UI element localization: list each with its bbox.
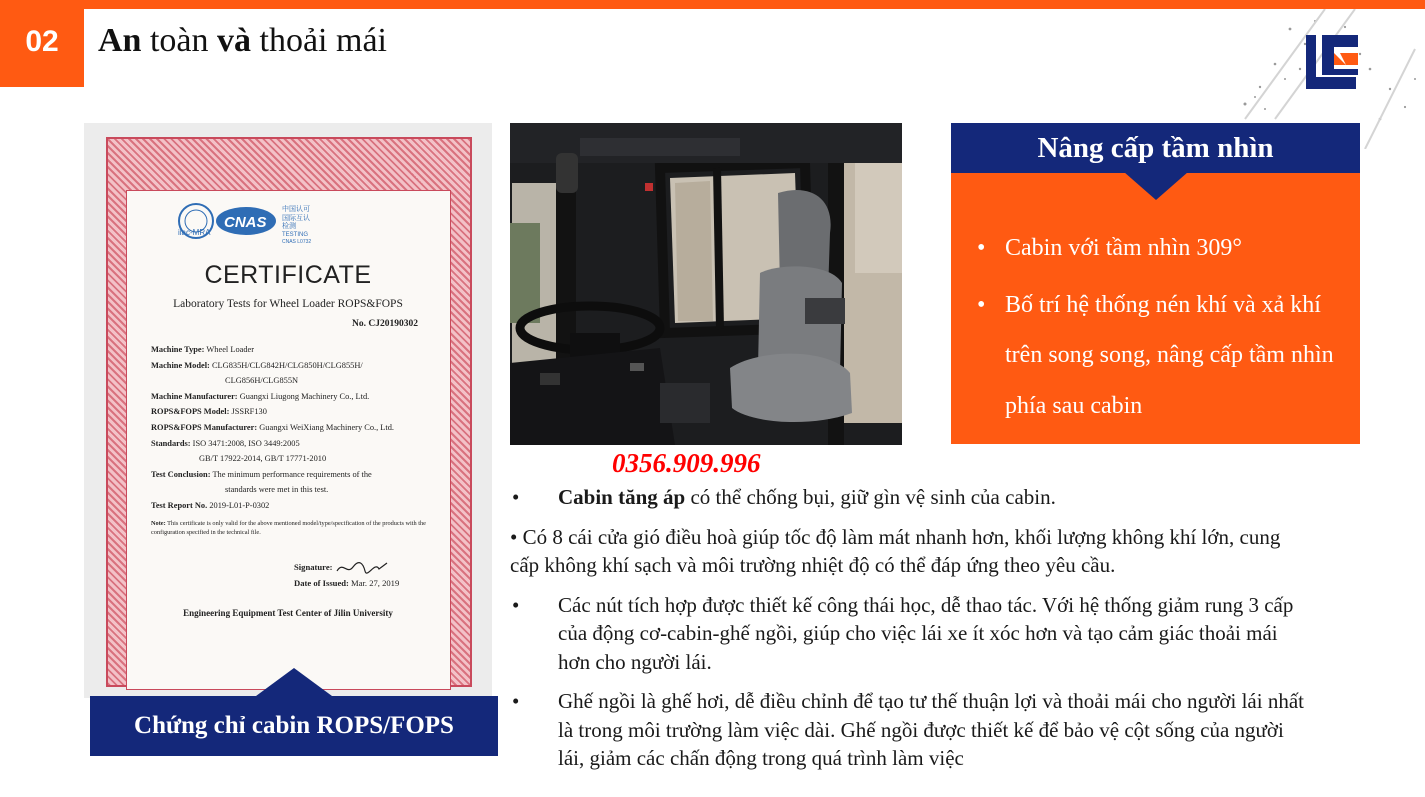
certificate-image	[84, 123, 492, 698]
visibility-panel	[951, 173, 1360, 444]
feature-text: Ghế ngồi là ghế hơi, dễ điều chỉnh để tạo tư thế thuận lợi và thoải mái cho người lái nhất là trong môi trường làm việc dài. Ghế ngồi được thiết kế để bảo vệ cột sống của người lái, giảm các chấn động trong quá trình làm việc	[558, 689, 1304, 770]
certificate-details: Machine Type: Wheel Loader Machine Model: CLG835H/CLG842H/CLG850H/CLG855H/ CLG856H/CLG855N Machine Manufacturer: Guangxi Liugong Machinery Co., Ltd. ROPS&FOPS Model: JSSRF130 ROPS&FOPS Manufacturer: Guangxi WeiXiang Machinery Co., Ltd. Standards: ISO 3471:2008, ISO 3449:2005 GB/T 17922-2014, GB/T 17771-2010 Test Conclusion: The minimum performance requirements of the standards were met in this test. Test Report No. 2019-L01-P-0302	[151, 345, 395, 510]
feature-bullet	[510, 687, 1310, 773]
title-part-3: và	[217, 22, 252, 59]
visibility-heading: Nâng cấp tầm nhìn	[951, 123, 1360, 173]
feature-bold-label: Cabin tăng áp	[558, 485, 686, 509]
visibility-item: • Cabin với tầm nhìn 309°	[977, 223, 1347, 274]
certificate-date: Date of Issued: Mar. 27, 2019	[294, 578, 400, 588]
cnas-code-text: CNAS L0732	[282, 239, 312, 245]
certificate-note: Note: This certificate is only valid for the above mentioned model/type/specification of the products with the configuration specified in the technical file.	[151, 520, 426, 536]
feature-paragraph: • Có 8 cái cửa gió điều hoà giúp tốc độ làm mát nhanh hơn, khối lượng không khí lớn, cung cấp không khí sạch và môi trường nhiệt độ có thể đáp ứng theo yêu cầu.	[510, 524, 1281, 577]
feature-text: Các nút tích hợp được thiết kế công thái học, dễ thao tác. Với hệ thống giảm rung 3 cấp của động cơ-cabin-ghế ngồi, giúp cho việc lái xe ít xóc hơn và tạo cảm giác thoải mái hơn cho người lái.	[558, 592, 1294, 674]
title-part-2: toàn	[141, 22, 218, 59]
feature-bullet	[510, 483, 1310, 512]
cabin-features-text	[510, 483, 1310, 784]
certificate-signature: Signature:	[294, 559, 390, 577]
accreditation-logos	[176, 201, 346, 245]
testing-text: TESTING	[282, 232, 309, 238]
top-accent-bar	[0, 0, 1425, 9]
cn-text-2: 国际互认	[282, 214, 310, 222]
liugong-logo	[1302, 33, 1360, 91]
caption-pointer	[256, 668, 332, 696]
certificate-issuer: Engineering Equipment Test Center of Jilin University	[183, 608, 393, 618]
cabin-interior-photo	[510, 123, 902, 445]
visibility-list	[977, 223, 1347, 431]
bullet-symbol: •	[512, 689, 520, 713]
cnas-text: CNAS	[224, 214, 267, 231]
certificate-subtitle: Laboratory Tests for Wheel Loader ROPS&FOPS	[173, 298, 403, 310]
phone-number: 0356.909.996	[612, 448, 761, 478]
feature-bullet	[510, 591, 1310, 677]
cn-text-1: 中国认可	[282, 205, 310, 213]
heading-pointer	[1124, 172, 1188, 200]
certificate-caption: Chứng chỉ cabin ROPS/FOPS	[90, 696, 498, 756]
feature-text: có thể chống bụi, giữ gìn vệ sinh của cabin.	[685, 485, 1056, 509]
ilac-text: ilac-MRA	[178, 228, 211, 237]
slide-title	[98, 22, 387, 60]
title-part-1: An	[98, 22, 142, 59]
slide-number: 02	[0, 9, 84, 87]
bullet-symbol: •	[512, 592, 520, 617]
certificate-title: CERTIFICATE	[204, 261, 372, 289]
visibility-item: • Bố trí hệ thống nén khí và xả khí trên song song, nâng cấp tầm nhìn phía sau cabin	[977, 280, 1347, 432]
bullet-symbol: •	[512, 485, 520, 509]
cn-text-3: 检测	[282, 222, 296, 230]
signature-scribble	[335, 559, 390, 577]
title-part-4: thoải mái	[251, 22, 387, 59]
certificate-number: No. CJ20190302	[352, 319, 418, 329]
